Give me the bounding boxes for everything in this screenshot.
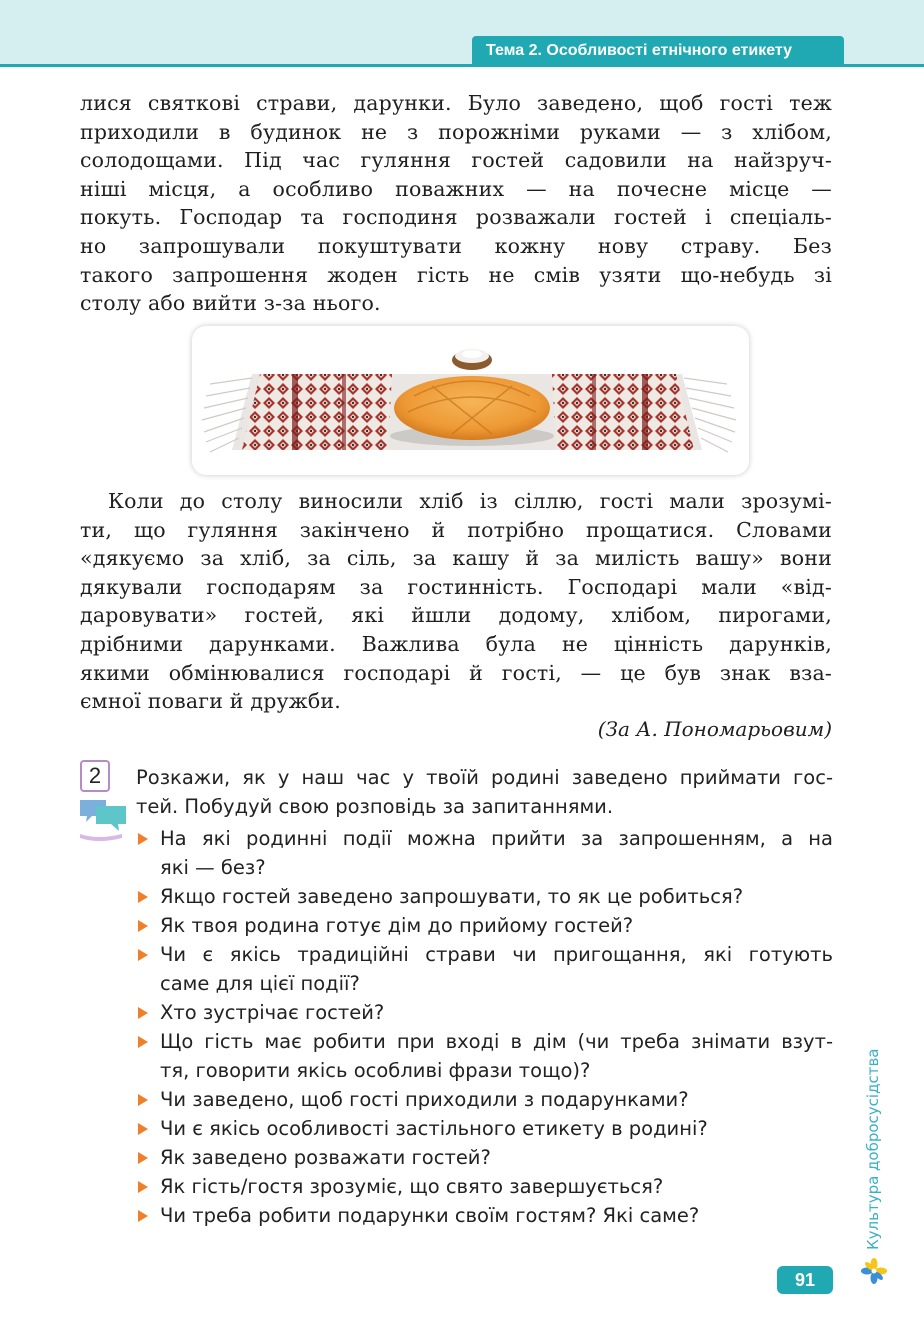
topic-title: Тема 2. Особливості етнічного етикету: [472, 36, 844, 66]
triangle-bullet-icon: [138, 1123, 148, 1135]
text-line: столу або вийти з-за нього.: [80, 291, 381, 316]
text-line: ємної поваги й дружби.: [80, 689, 341, 714]
triangle-bullet-icon: [138, 1007, 148, 1019]
question-text: Чи треба робити подарунки своїм гостям? Які саме?: [160, 1204, 700, 1227]
triangle-bullet-icon: [138, 949, 148, 961]
question-text: На які родинні події можна прийти за запрошенням, а на: [160, 827, 833, 850]
list-item: [136, 1201, 833, 1230]
text-line: дрібними дарунками. Важлива була не цінність дарунків,: [80, 631, 832, 656]
list-item: [136, 1114, 833, 1143]
list-item: [136, 1027, 833, 1085]
question-text: саме для цієї події?: [160, 972, 360, 995]
task-number-badge: 2: [80, 760, 110, 792]
text-line: солодощами. Під час гуляння гостей садовили на найзруч-: [80, 148, 832, 173]
question-text: які — без?: [160, 856, 266, 879]
question-text: Чи є якісь особливості застільного етикету в родині?: [160, 1117, 708, 1140]
list-item: [136, 1085, 833, 1114]
text-line: Коли до столу виносили хліб із сіллю, гості мали зрозумі-: [108, 489, 832, 513]
list-item: [136, 824, 833, 882]
section-side-label: Культура добросусідства: [864, 1048, 882, 1250]
question-text: тя, говорити якісь особливі фрази тощо)?: [160, 1059, 591, 1082]
text-line: такого запрошення жоден гість не смів узяти що-небудь зі: [80, 262, 832, 287]
triangle-bullet-icon: [138, 1181, 148, 1193]
list-item: [136, 940, 833, 998]
question-list: [136, 824, 833, 1230]
triangle-bullet-icon: [138, 891, 148, 903]
triangle-bullet-icon: [138, 920, 148, 932]
text-paragraph-1: [80, 89, 832, 318]
bread-on-rushnyk-illustration: [192, 326, 749, 475]
triangle-bullet-icon: [138, 833, 148, 845]
task-instruction: [136, 763, 833, 821]
list-item: [136, 1172, 833, 1201]
text-paragraph-2: [80, 487, 832, 716]
list-item: [136, 882, 833, 911]
text-line: Розкажи, як у наш час у твоїй родині заведено приймати гос-: [136, 766, 833, 789]
text-line: якими обмінювалися господарі й гості, — це був знак вза-: [80, 660, 832, 685]
question-text: Хто зустрічає гостей?: [160, 1001, 385, 1024]
text-line: приходили в будинок не з порожніми руками — з хлібом,: [80, 119, 832, 144]
list-item: [136, 911, 833, 940]
triangle-bullet-icon: [138, 1036, 148, 1048]
question-text: Чи є якісь традиційні страви чи пригощання, які готують: [160, 943, 833, 966]
flower-icon: [861, 1258, 887, 1288]
source-attribution: (За А. Пономарьовим): [597, 717, 832, 741]
question-text: Чи заведено, щоб гості приходили з подарунками?: [160, 1088, 689, 1111]
text-line: лися святкові страви, дарунки. Було заведено, щоб гості теж: [80, 91, 832, 115]
question-text: Що гість має робити при вході в дім (чи треба знімати взут-: [160, 1030, 833, 1053]
text-line: дякували господарям за гостинність. Господарі мали «від-: [80, 574, 832, 599]
question-text: Якщо гостей заведено запрошувати, то як це робиться?: [160, 885, 744, 908]
text-line: но запрошували покуштувати кожну нову страву. Без: [80, 233, 832, 258]
text-line: покуть. Господар та господиня розважали гостей і спеціаль-: [80, 205, 832, 230]
list-item: [136, 998, 833, 1027]
triangle-bullet-icon: [138, 1210, 148, 1222]
page-number: 91: [777, 1266, 833, 1294]
question-text: Як заведено розважати гостей?: [160, 1146, 491, 1169]
triangle-bullet-icon: [138, 1152, 148, 1164]
text-line: тей. Побудуй свою розповідь за запитаннями.: [136, 795, 614, 818]
triangle-bullet-icon: [138, 1094, 148, 1106]
text-line: «дякуємо за хліб, за сіль, за кашу й за милість вашу» вони: [80, 546, 832, 571]
text-line: даровувати» гостей, які йшли додому, хлібом, пирогами,: [80, 603, 832, 628]
list-item: [136, 1143, 833, 1172]
text-line: ти, що гуляння закінчено й потрібно прощатися. Словами: [80, 517, 832, 542]
question-text: Як гість/гостя зрозуміє, що свято завершується?: [160, 1175, 664, 1198]
text-line: ніші місця, а особливо поважних — на почесне місце —: [80, 176, 832, 201]
question-text: Як твоя родина готує дім до прийому гостей?: [160, 914, 634, 937]
speech-bubbles-icon: [78, 796, 130, 846]
